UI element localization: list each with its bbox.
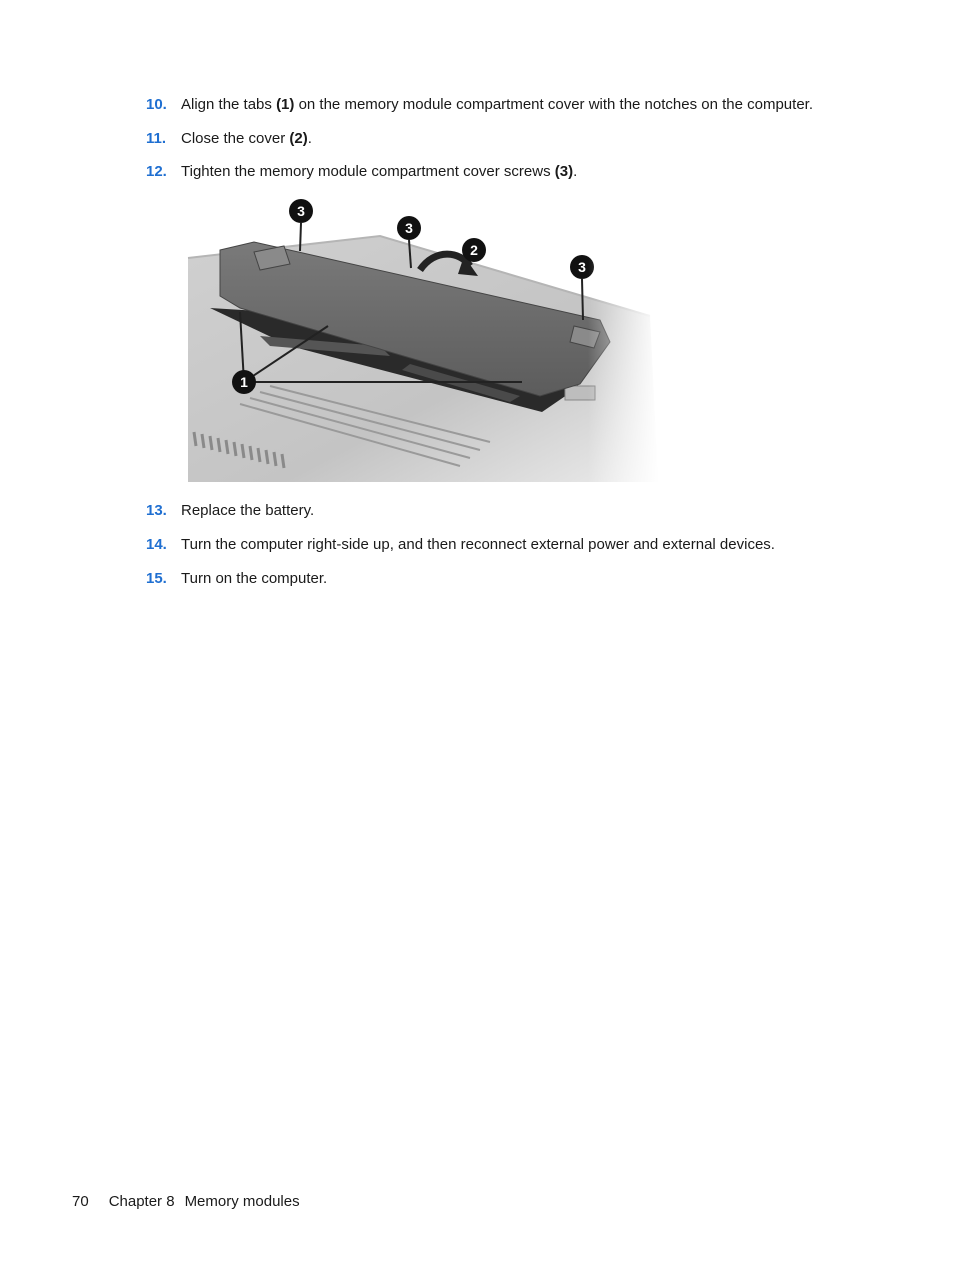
step-12 <box>146 163 577 181</box>
step-14 <box>146 536 775 554</box>
section-title: Memory modules <box>184 1193 300 1210</box>
step-text: Close the cover <box>181 130 290 147</box>
step-callout-ref: (2) <box>289 130 308 147</box>
memory-cover-illustration <box>180 196 660 482</box>
step-10 <box>146 96 813 114</box>
page-number: 70 <box>72 1193 89 1210</box>
step-11 <box>146 130 312 148</box>
step-text: on the memory module compartment cover with the notches on the computer. <box>294 96 813 113</box>
step-text: . <box>573 163 578 180</box>
step-callout-ref: (1) <box>276 96 295 113</box>
step-number: 13. <box>146 502 167 519</box>
step-number: 12. <box>146 163 167 180</box>
step-text: Turn the computer right-side up, and then reconnect external power and external devices. <box>181 536 775 553</box>
step-number: 15. <box>146 570 167 587</box>
step-number: 11. <box>146 130 167 147</box>
step-text: Align the tabs <box>181 96 277 113</box>
page-footer <box>72 1193 310 1211</box>
step-callout-ref: (3) <box>554 163 574 180</box>
step-text: Tighten the memory module compartment cover screws <box>181 163 555 180</box>
step-13 <box>146 502 314 520</box>
step-15 <box>146 570 327 588</box>
step-text: Replace the battery. <box>181 502 315 519</box>
step-text: Turn on the computer. <box>181 570 328 587</box>
step-number: 10. <box>146 96 167 113</box>
step-text: . <box>307 130 312 147</box>
step-number: 14. <box>146 536 167 553</box>
chapter-label: Chapter 8 <box>108 1193 175 1210</box>
